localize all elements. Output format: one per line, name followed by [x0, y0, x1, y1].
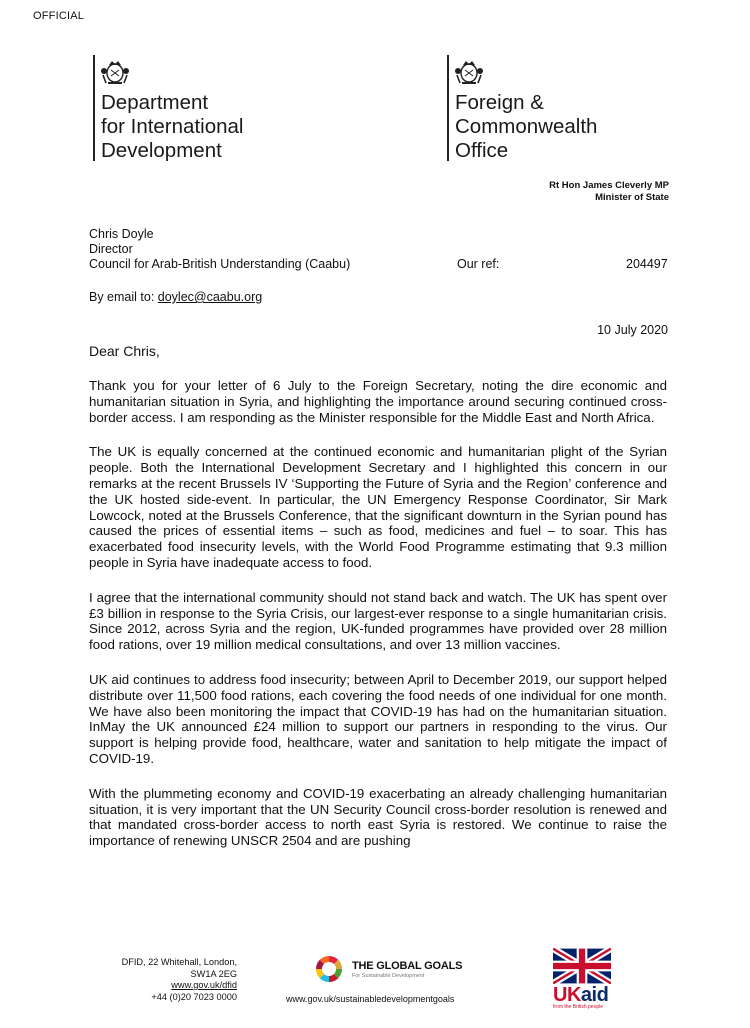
body-paragraph: With the plummeting economy and COVID-19 exacerbating an already challenging humanitarian situation, it is very important that the UN Security Council cross-border resolution is renewed and that mandated cross-border access to north east Syria is restored. We continue to raise the importance of renewing UNSCR 2504 and are pushing — [89, 785, 667, 849]
minister-name: Rt Hon James Cleverly MP — [549, 180, 669, 191]
sdg-website-link[interactable]: www.gov.uk/sustainabledevelopmentgoals — [286, 994, 455, 1004]
address-line: DFID, 22 Whitehall, London, — [121, 957, 237, 967]
logo-divider — [93, 55, 95, 161]
logo-line: Development — [101, 139, 222, 162]
body-paragraph: Thank you for your letter of 6 July to the Foreign Secretary, noting the dire economic and humanitarian situation in Syria, and highlighting the importance around securing continued cross-border access. I am responding as the Minister responsible for the Middle East and North Africa. — [89, 378, 667, 425]
email-line — [89, 290, 262, 304]
dfid-logo-text — [101, 91, 243, 163]
body-paragraph: The UK is equally concerned at the continued economic and humanitarian plight of the Syrian people. Both the International Development Secretary and I highlighted this concern in our remarks at the recent Brussels IV ‘Supporting the Future of Syria and the Region’ conference and the UK hosted side-event. In particular, the UN Emergency Response Coordinator, Sir Mark Lowcock, noted at the Brussels Conference, that the significant downturn in the Syrian pound has caused the prices of essential items – such as food, medicines and fuel – to soar. This has exacerbated food insecurity levels, with the World Food Programme estimating that 9.3 million people in Syria have inadequate access to food. — [89, 444, 667, 570]
ukaid-logo — [553, 948, 611, 1010]
logo-line: Department — [101, 91, 209, 114]
recipient-title: Director — [89, 242, 133, 256]
letter-body — [89, 378, 667, 868]
letter-date: 10 July 2020 — [597, 323, 668, 337]
reference-number: 204497 — [626, 257, 668, 271]
royal-crest-icon — [454, 59, 484, 85]
global-goals-title: THE GLOBAL GOALS — [352, 960, 463, 972]
logo-divider — [447, 55, 449, 161]
minister-block — [549, 180, 669, 204]
logo-line: for International — [101, 115, 244, 138]
recipient-address — [89, 227, 350, 272]
address-line: SW1A 2EG — [190, 968, 237, 979]
footer-address — [92, 957, 237, 1003]
salutation: Dear Chris, — [89, 343, 160, 359]
dfid-website-link[interactable]: www.gov.uk/dfid — [171, 980, 237, 990]
sdg-wheel-icon — [315, 955, 343, 983]
logo-line: Foreign & — [455, 91, 544, 114]
ukaid-tagline: from the British people — [553, 1004, 604, 1010]
logo-line: Commonwealth — [455, 115, 598, 138]
reference-label: Our ref: — [457, 257, 500, 271]
union-flag-icon — [553, 948, 611, 984]
minister-role: Minister of State — [595, 192, 669, 203]
recipient-name: Chris Doyle — [89, 227, 154, 241]
global-goals-subtitle: For Sustainable Development — [352, 973, 425, 979]
logo-line: Office — [455, 139, 509, 162]
body-paragraph: UK aid continues to address food insecurity; between April to December 2019, our support helped distribute over 11,500 food rations, each covering the food needs of one individual for one month. We have also been monitoring the impact that COVID-19 has had on the humanitarian situation. InMay the UK announced £24 million to support our partners in responding to the virus. Our support is helping provide food, healthcare, water and sanitation to help mitigate the impact of COVID-19. — [89, 671, 667, 766]
classification-label: OFFICIAL — [33, 10, 85, 22]
email-prefix: By email to: — [89, 290, 158, 304]
recipient-organisation: Council for Arab-British Understanding (Caabu) — [89, 257, 351, 271]
fco-logo-text — [455, 91, 597, 163]
ukaid-aid: aid — [580, 984, 609, 1006]
body-paragraph: I agree that the international community should not stand back and watch. The UK has spent over £3 billion in response to the Syria Crisis, our largest-ever response to a single humanitarian crisis. Since 2012, across Syria and the region, UK-funded programmes have provided over 28 million food rations, over 19 million medical consultations, and over 13 million vaccines. — [89, 589, 667, 653]
email-link[interactable]: doylec@caabu.org — [157, 290, 263, 304]
ukaid-wordmark — [553, 985, 611, 1005]
ukaid-uk: UK — [553, 984, 581, 1006]
royal-crest-icon — [100, 59, 130, 85]
phone-number: +44 (0)20 7023 0000 — [151, 991, 237, 1002]
